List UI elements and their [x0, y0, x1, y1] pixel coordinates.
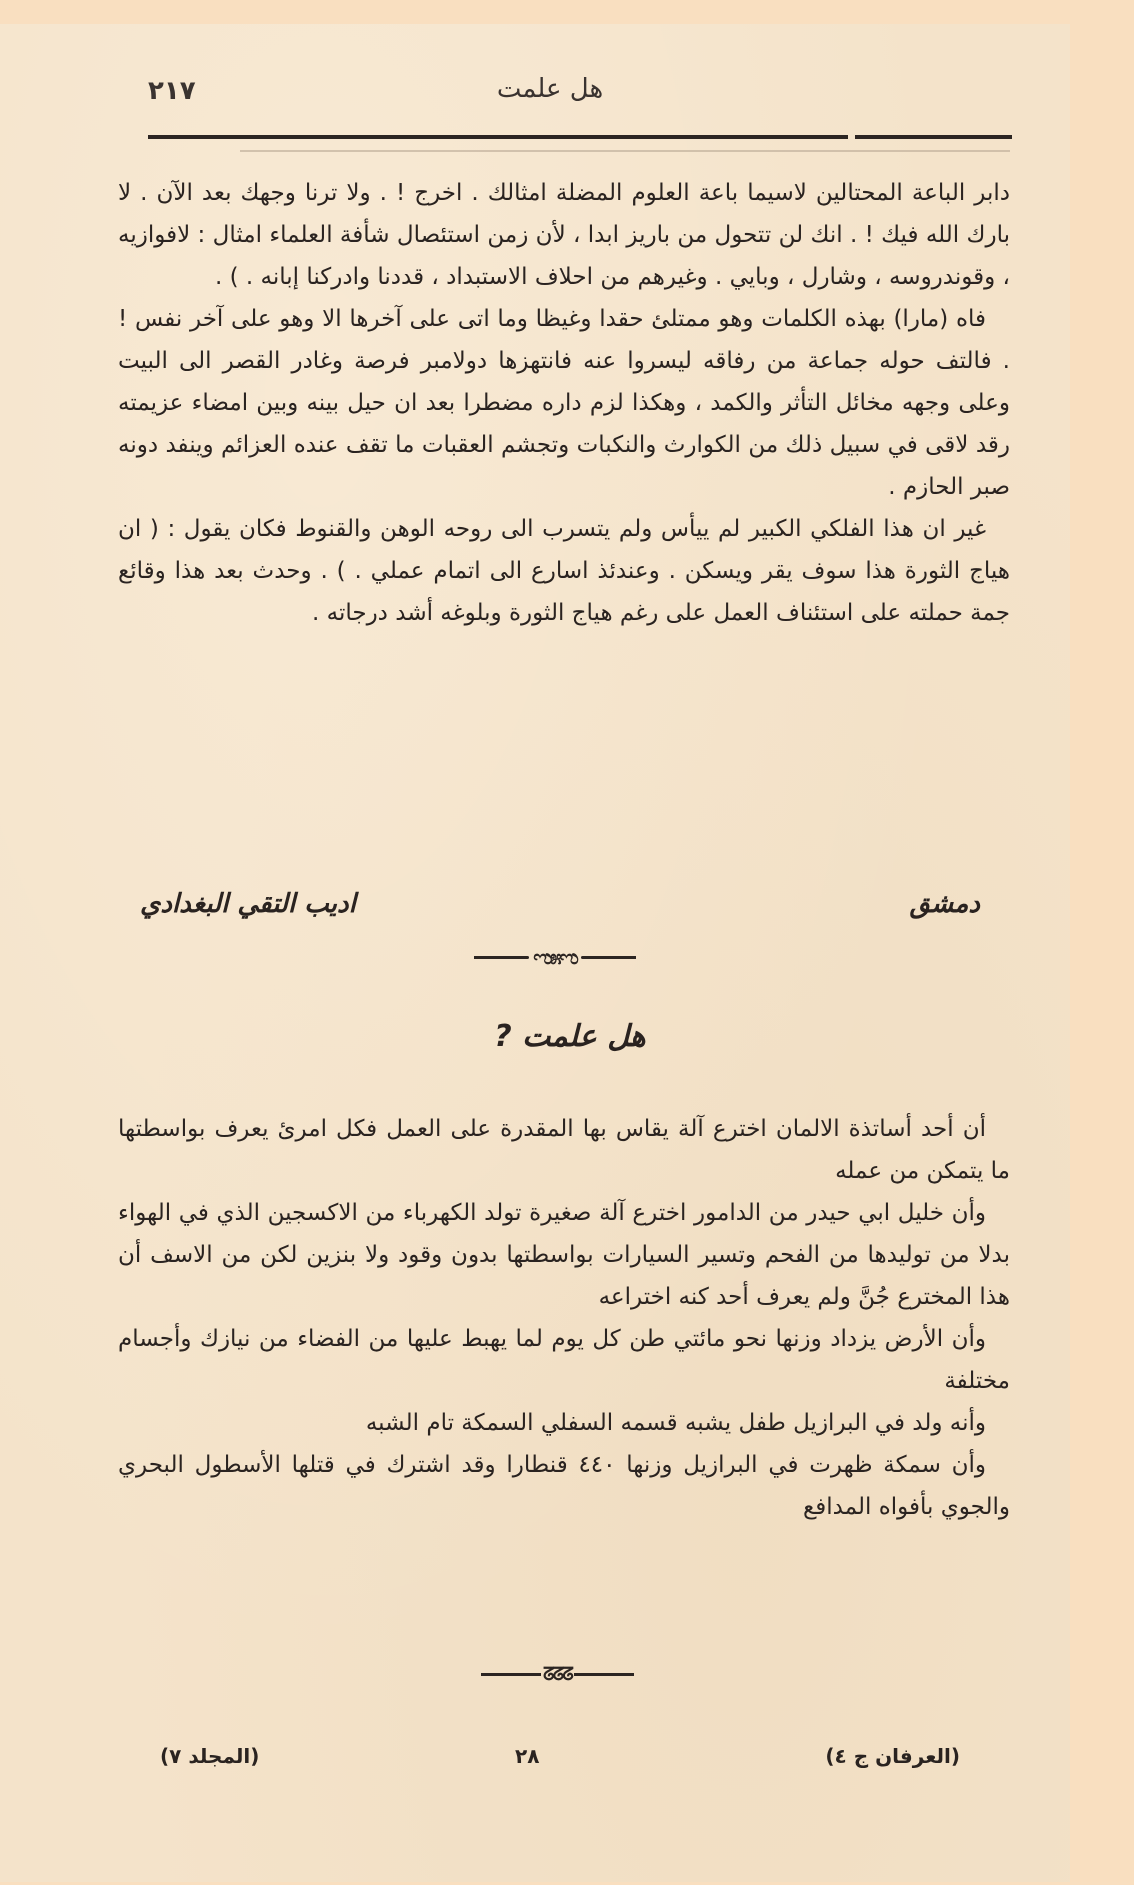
page-header [0, 24, 1070, 144]
signature-author: اديب التقي البغدادي [140, 889, 356, 919]
signature-place: دمشق [909, 889, 980, 919]
article-paragraph: غير ان هذا الفلكي الكبير لم ييأس ولم يتسرب الى روحه الوهن والقنوط فكان يقول : ( ان هياج الثورة هذا سوف يقر ويسكن . وعندئذ اسارع الى اتمام عملي . ) . وحدث بعد هذا وقائع جمة حملته على استئناف العمل على رغم هياج الثورة وبلوغه أشد درجاته . [118, 516, 1010, 626]
footer-volume: (المجلد ٧) [160, 1744, 260, 1768]
fact-item: وأن خليل ابي حيدر من الدامور اخترع آلة صغيرة تولد الكهرباء من الاكسجين الذي في الهواء بدلا من توليدها من الفحم وتسير السيارات بواسطتها بدون وقود ولا بنزين لكن من الاسف أن هذا المخترع جُنَّ ولم يعرف أحد كنه اختراعه [118, 1200, 1010, 1310]
article-signature [140, 889, 980, 933]
ornament-meander-icon: ᘔᘔᘔ [445, 1662, 670, 1686]
ornament-divider-icon: ಌ೫ಌ [440, 942, 670, 972]
header-rule-right [855, 135, 1012, 139]
fact-item: وأن الأرض يزداد وزنها نحو مائتي طن كل يوم لما يهبط عليها من الفضاء من نيازك وأجسام مختلفة [118, 1326, 1010, 1394]
running-title: هل علمت [496, 74, 604, 104]
page-number: ٢١٧ [148, 76, 196, 106]
article-paragraph: دابر الباعة المحتالين لاسيما باعة العلوم المضلة امثالك . اخرج ! . ولا ترنا وجهك بعد الآن . لا بارك الله فيك ! . انك لن تتحول من باريز ابدا ، لأن زمن استئصال شأفة العلماء امثال : لافوازيه ، وقوندروسه ، وشارل ، وبايي . وغيرهم من احلاف الاستبداد ، قددنا وادركنا إبانه . ) . [118, 180, 1010, 290]
header-rule-left [148, 135, 848, 139]
article-continuation [118, 172, 1010, 634]
fact-item: أن أحد أساتذة الالمان اخترع آلة يقاس بها المقدرة على العمل فكل امرئ يعرف بواسطتها ما يتمكن من عمله [118, 1116, 1010, 1184]
fact-item: وأن سمكة ظهرت في البرازيل وزنها ٤٤٠ قنطارا وقد اشترك في قتلها الأسطول البحري والجوي بأفواه المدافع [118, 1452, 1010, 1520]
scanned-page [0, 24, 1070, 1882]
footer-journal-issue: (العرفان ج ٤) [825, 1744, 960, 1768]
fact-item: وأنه ولد في البرازيل طفل يشبه قسمه السفلي السمكة تام الشبه [365, 1410, 986, 1436]
footer-folio-number: ٢٨ [515, 1744, 540, 1768]
header-rule-faint [240, 150, 1010, 152]
article-paragraph: فاه (مارا) بهذه الكلمات وهو ممتلئ حقدا وغيظا وما اتى على آخرها الا وهو على آخر نفس ! . فالتف حوله جماعة من رفاقه ليسروا عنه فانتهزها دولامبر فرصة وغادر القصر الى البيت وعلى وجهه مخائل التأثر والكمد ، وهكذا لزم داره مضطرا بعد ان حيل بينه وبين امضاء عزيمته رقد لاقى في سبيل ذلك من الكوارث والنكبات وتجشم العقبات ما تقف عنده العزائم وينفد دونه صبر الحازم . [118, 306, 1010, 500]
section-title: هل علمت ? [494, 1019, 646, 1054]
page-footer [0, 1744, 1070, 1784]
did-you-know-section [118, 1108, 1010, 1528]
